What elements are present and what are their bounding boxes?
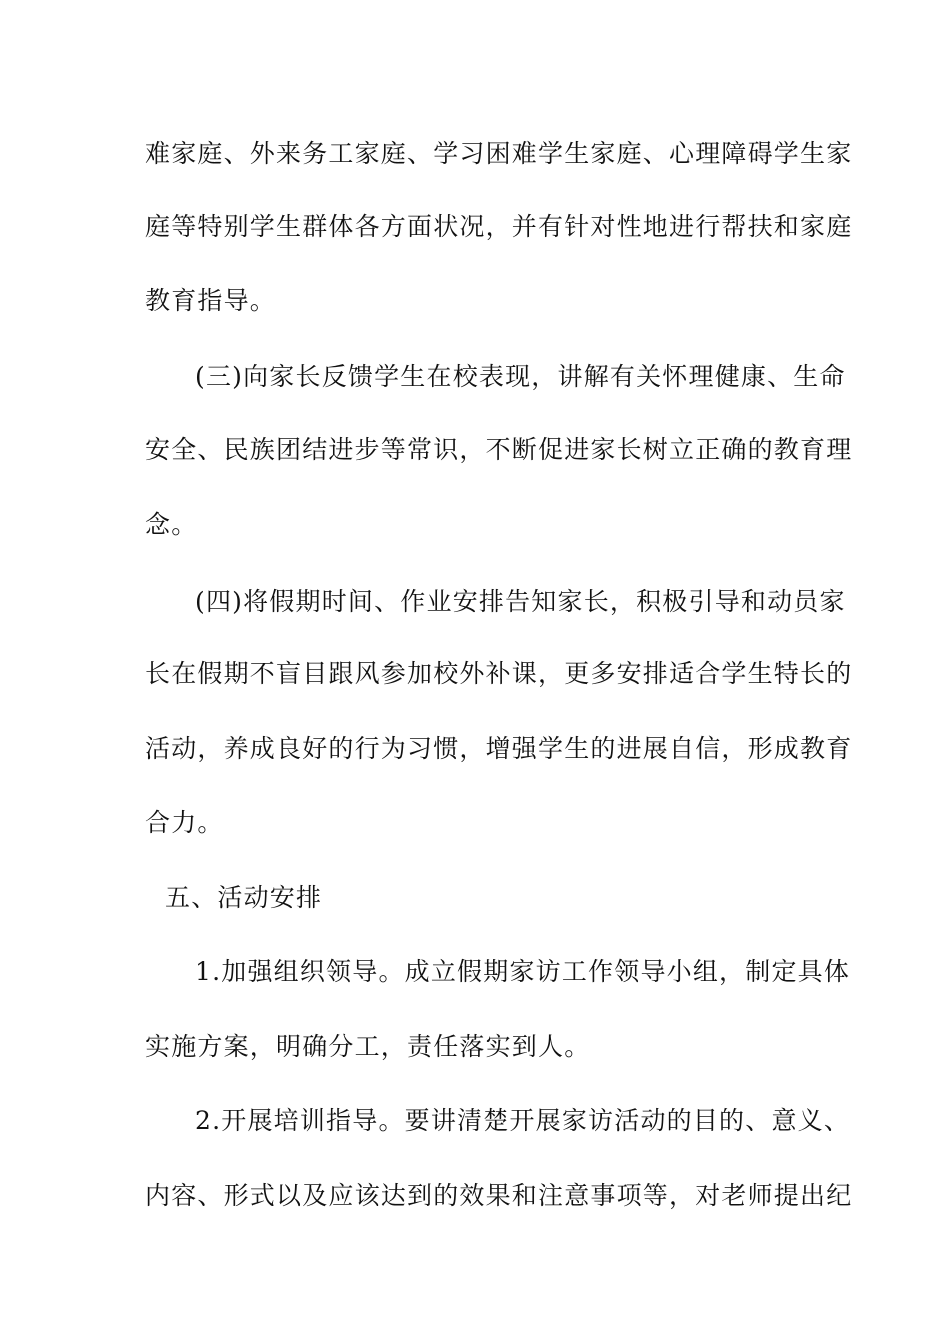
text-line: 活动，养成良好的行为习惯，增强学生的进展自信，形成教育 [145,734,853,763]
text-line: 念。 [145,510,198,539]
text-line: 实施方案，明确分工，责任落实到人。 [145,1032,591,1061]
paragraph-start-line: 2.开展培训指导。要讲清楚开展家访活动的目的、意义、 [195,1106,851,1135]
paragraph-start-line: 1.加强组织领导。成立假期家访工作领导小组，制定具体 [195,957,851,986]
text-line: 内容、形式以及应该达到的效果和注意事项等，对老师提出纪 [145,1181,853,1210]
section-heading: 五、活动安排 [165,883,323,912]
text-line: 安全、民族团结进步等常识，不断促进家长树立正确的教育理 [145,435,853,464]
text-line: 难家庭、外来务工家庭、学习困难学生家庭、心理障碍学生家 [145,139,853,168]
text-line: 教育指导。 [145,286,277,315]
text-line: 庭等特别学生群体各方面状况，并有针对性地进行帮扶和家庭 [145,212,853,241]
paragraph-start-line: (四)将假期时间、作业安排告知家长，积极引导和动员家 [195,587,846,616]
text-line: 合力。 [145,808,224,837]
paragraph-start-line: (三)向家长反馈学生在校表现，讲解有关怀理健康、生命 [195,362,846,391]
text-line: 长在假期不盲目跟风参加校外补课，更多安排适合学生特长的 [145,659,853,688]
